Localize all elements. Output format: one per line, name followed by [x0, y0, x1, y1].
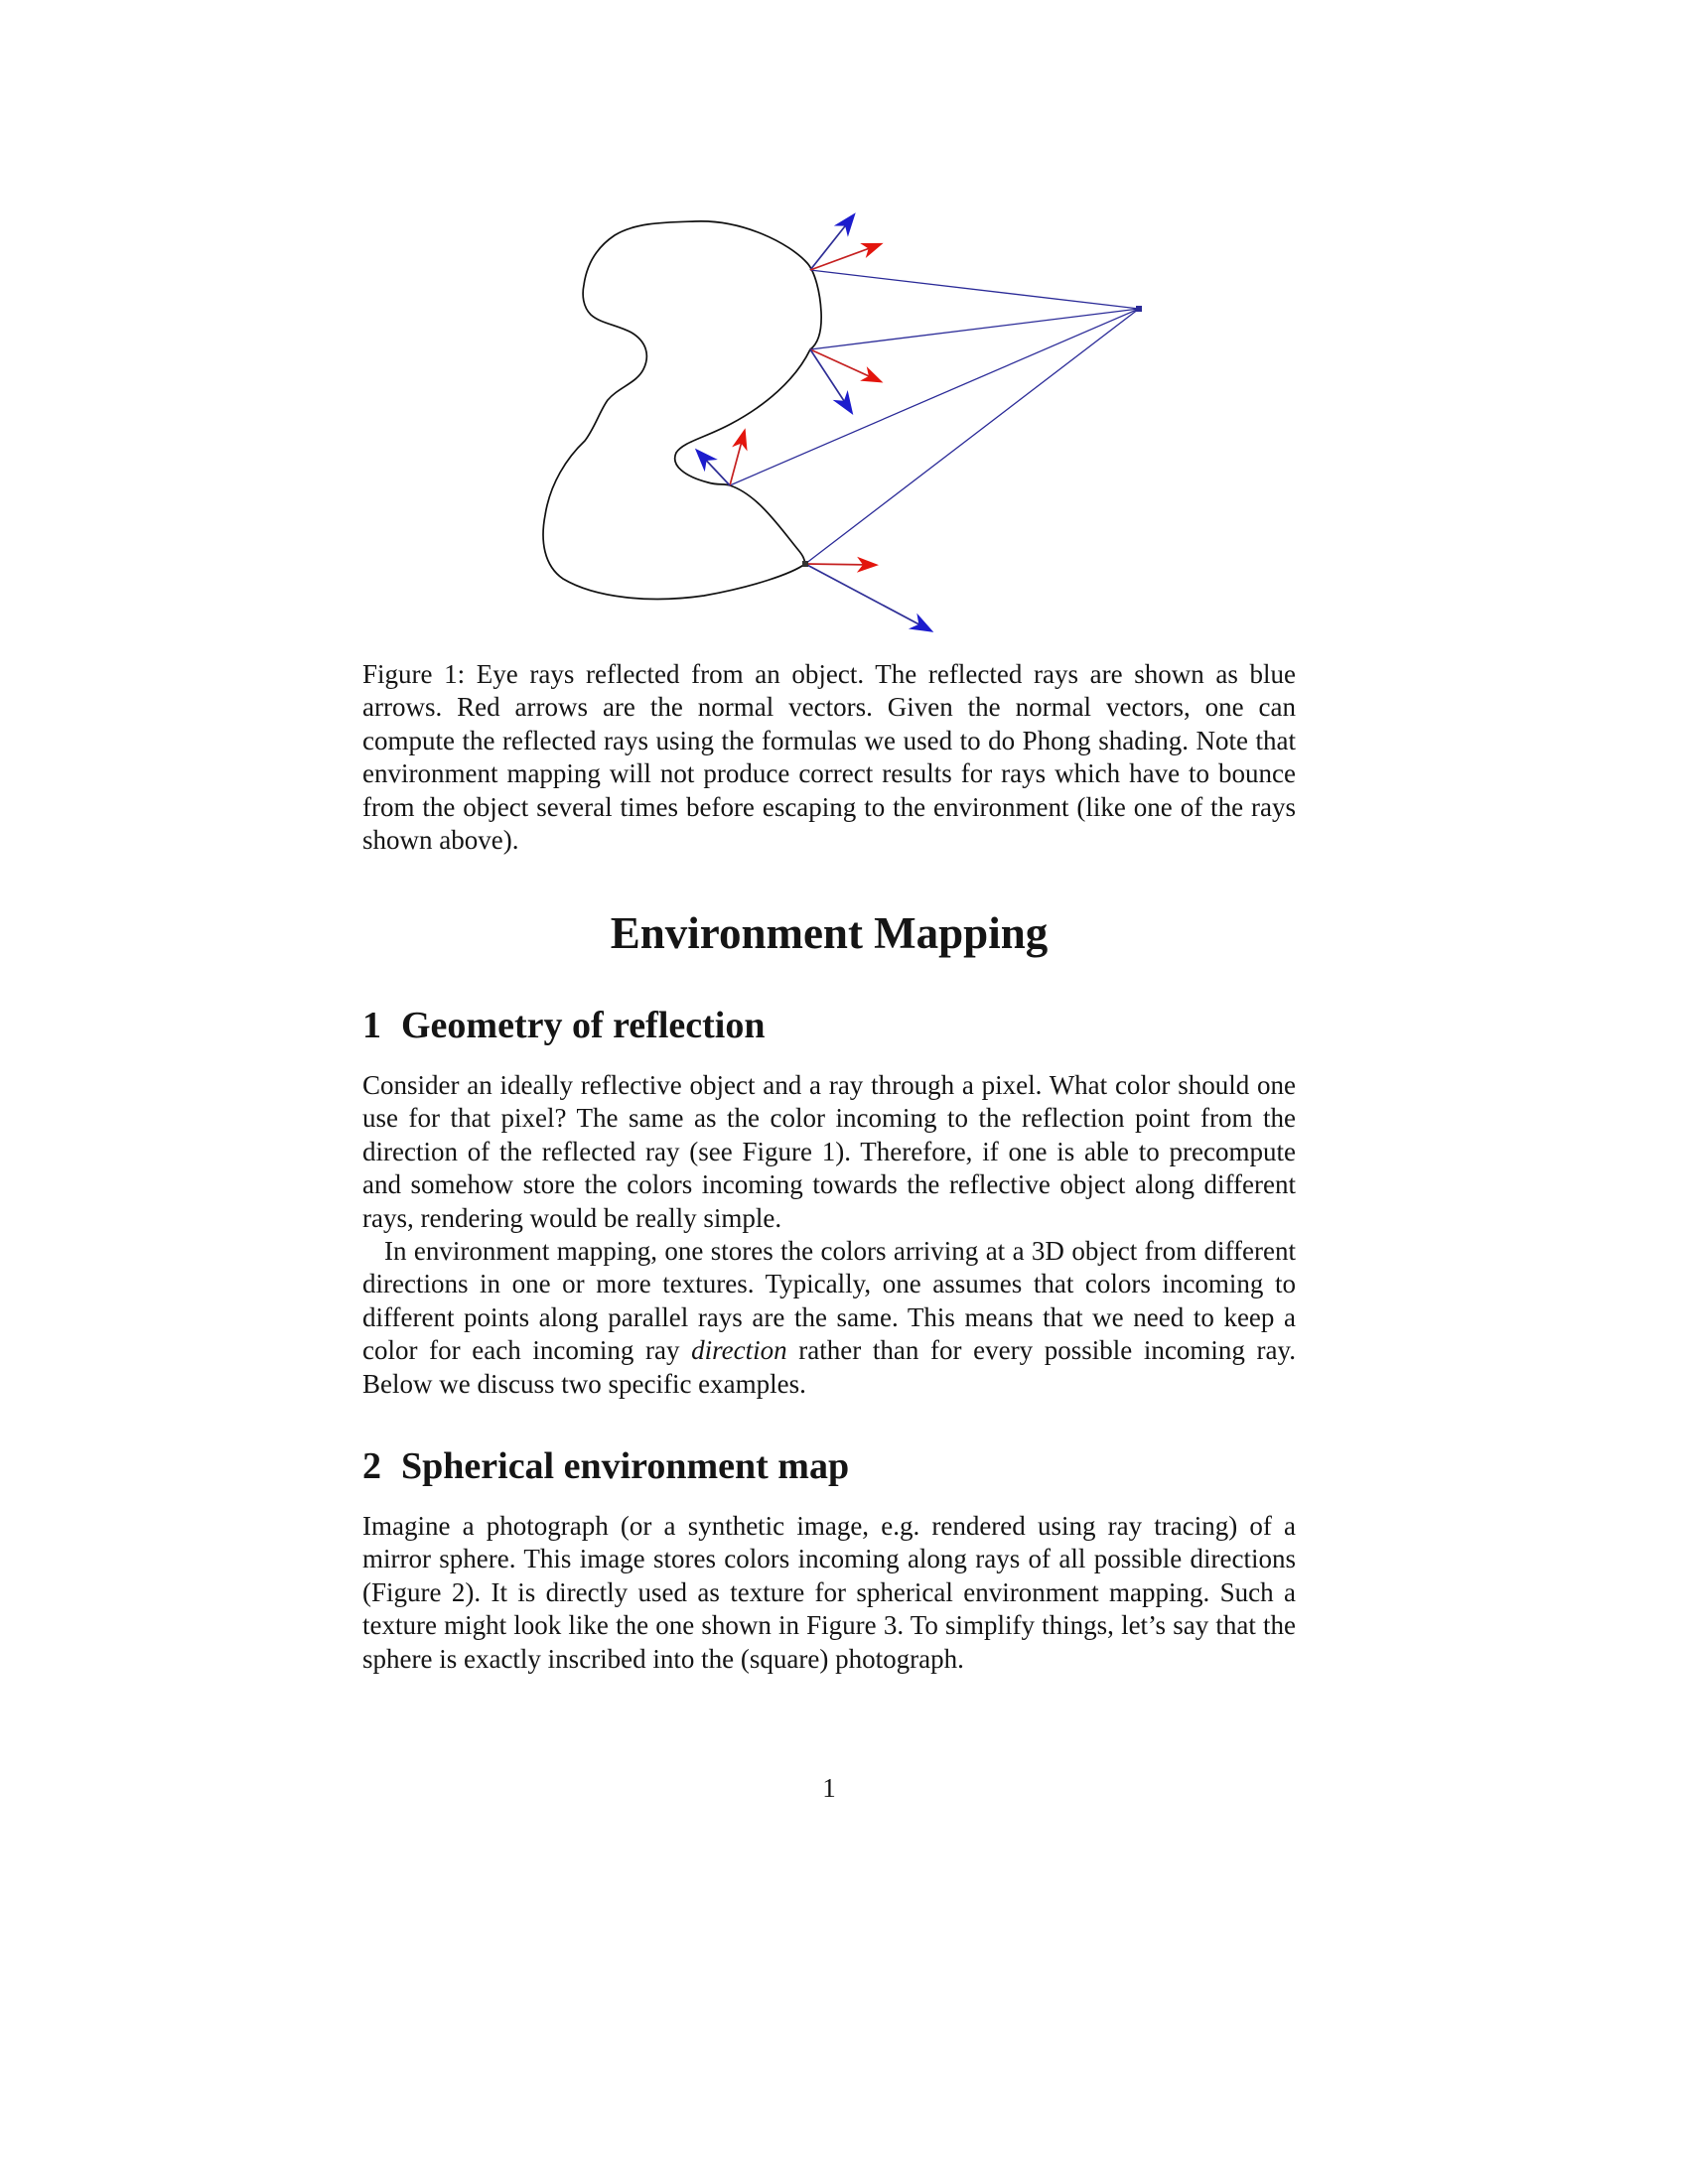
object-outline — [543, 221, 821, 600]
eye-point-marker — [1136, 306, 1142, 312]
figure-1-diagram — [0, 0, 1688, 655]
eye-ray-to-point-b — [810, 309, 1139, 349]
page-number: 1 — [822, 1773, 836, 1803]
section-title: Geometry of reflection — [401, 1005, 766, 1046]
point-d-marker — [802, 561, 808, 567]
normal-arrow-d — [805, 564, 873, 565]
eye-ray-to-point-a — [810, 270, 1139, 309]
paragraph-text: rather than for every possible incoming ray. Below we discuss two specific examples. — [362, 1335, 1296, 1399]
reflected-ray-arrow-d — [805, 564, 928, 629]
section-heading-2 — [362, 1446, 1296, 1488]
section-heading-1 — [362, 1006, 1296, 1047]
section-2-body — [362, 1510, 1296, 1676]
normal-arrow-c — [730, 434, 744, 485]
paragraph — [362, 1235, 1296, 1401]
paper-title: Environment Mapping — [610, 908, 1049, 958]
section-1-body — [362, 1069, 1296, 1401]
paragraph-text: In environment mapping, one stores the colors arriving at a 3D object from different directions in one or more textures. Typically, one assumes that colors incoming to different points along parallel rays are the same. This means that we need to keep a color for each incoming ray — [362, 1236, 1296, 1366]
emphasized-word: direction — [691, 1335, 787, 1366]
section-number: 1 — [362, 1005, 381, 1046]
eye-ray-to-point-c — [730, 309, 1139, 485]
paragraph: Imagine a photograph (or a synthetic image, e.g. rendered using ray tracing) of a mirror sphere. This image stores colors incoming along rays of all possible directions (Figure 2). It is directly used as texture for spherical environment mapping. Such a texture might look like the one shown in Figure 3. To simplify things, let’s say that the sphere is exactly inscribed into the (square) photograph. — [362, 1511, 1296, 1674]
section-number: 2 — [362, 1445, 381, 1487]
figure-caption: Figure 1: Eye rays reflected from an object. The reflected rays are shown as blue arrows. Red arrows are the normal vectors. Given the normal vectors, one can compute the reflected rays using the formulas we used to do Phong shading. Note that environment mapping will not produce correct results for rays which have to bounce from the object several times before escaping to the environment (like one of the rays shown above). — [362, 659, 1296, 856]
section-title: Spherical environment map — [401, 1445, 850, 1487]
paragraph: Consider an ideally reflective object and a ray through a pixel. What color should one use for that pixel? The same as the color incoming to the reflection point from the direction of the reflected ray (see Figure 1). Therefore, if one is able to precompute and somehow store the colors incoming towards the reflective object along different rays, rendering would be really simple. — [362, 1070, 1296, 1233]
eye-ray-to-point-d — [805, 309, 1139, 564]
